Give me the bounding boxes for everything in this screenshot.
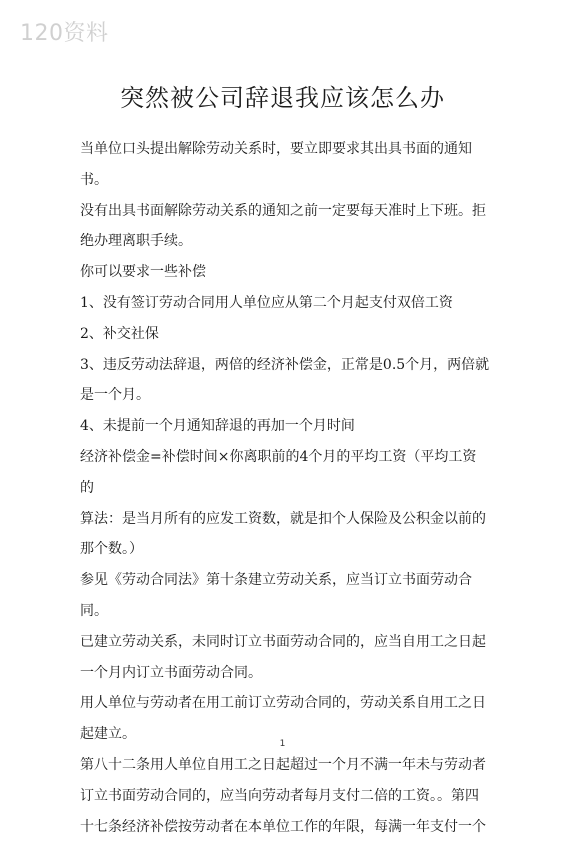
paragraph-notice: 当单位口头提出解除劳动关系时，要立即要求其出具书面的通知书。 没有出具书面解除劳动关系的通知之前一定要每天准时上下班。拒 绝办理离职手续。 [80,141,486,250]
paragraph-formula: 经济补偿金=补偿时间×你离职前的4个月的平均工资（平均工资的 算法：是当月所有的应发工资数，就是扣个人保险及公积金以前的 那个数。） [80,448,486,558]
paragraph-law-article-82: 第八十二条用人单位自用工之日起超过一个月不满一年未与劳动者 订立书面劳动合同的，应当向劳动者每月支付二倍的工资。。第四 十七条经济补偿按劳动者在本单位工作的年限，每满一年支付一个 [80,756,486,835]
paragraph-item-4: 4、未提前一个月通知辞退的再加一个月时间 [80,418,355,435]
page-number: 1 [279,739,286,749]
paragraph-labor-relation: 用人单位与劳动者在用工前订立劳动合同的，劳动关系自用工之日 起建立。 [80,695,486,743]
paragraph-item-3: 3、违反劳动法辞退，两倍的经济补偿金，正常是0.5个月，两倍就 是一个月。 [80,356,490,404]
watermark: 120资料 [20,21,109,46]
document-title: 突然被公司辞退我应该怎么办 [120,84,445,112]
paragraph-law-article-10: 参见《劳动合同法》第十条建立劳动关系，应当订立书面劳动合同。 已建立劳动关系，未同时订立书面劳动合同的，应当自用工之日起 一个月内订立书面劳动合同。 [80,572,486,681]
paragraph-item-2: 2、补交社保 [80,325,159,342]
paragraph-compensation-intro: 你可以要求一些补偿 [80,264,206,281]
document-body [80,134,490,842]
paragraph-item-1: 1、没有签订劳动合同用人单位应从第二个月起支付双倍工资 [80,294,453,311]
